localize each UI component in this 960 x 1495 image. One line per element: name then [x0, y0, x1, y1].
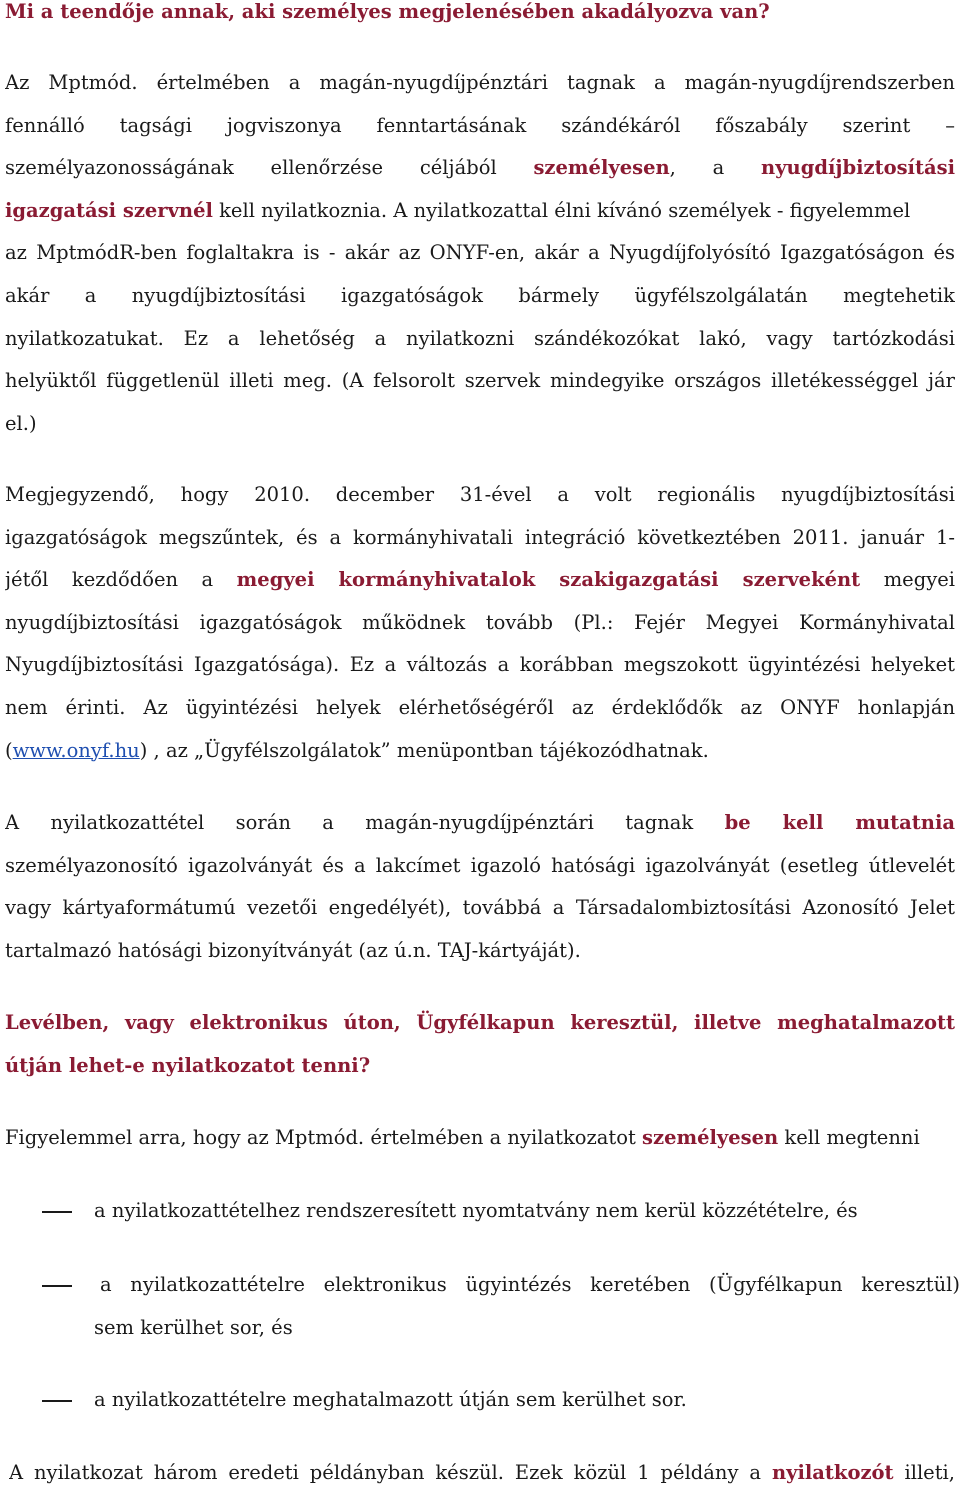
paragraph-1: [5, 62, 955, 445]
p2-text: (: [5, 738, 13, 762]
p2-line-5: Nyugdíjbiztosítási Igazgatósága). Ez a változás a korábban megszokott ügyintézési helyeket: [5, 653, 955, 677]
section-heading-2: [5, 1002, 955, 1087]
heading2-line-1: Levélben, vagy elektronikus úton, Ügyfélkapun keresztül, illetve meghatalmazott: [5, 1011, 955, 1034]
p2-line-6: nem érinti. Az ügyintézési helyek elérhetőségéről az érdeklődők az ONYF honlapján: [5, 695, 955, 719]
heading2-line-2: útján lehet-e nyilatkozatot tenni?: [5, 1053, 371, 1077]
p1-line-1: Az Mptmód. értelmében a magán-nyugdíjpénztári tagnak a magán-nyugdíjrendszerben: [5, 71, 955, 94]
p4-text: kell megtenni: [778, 1126, 920, 1149]
p2-line-3: [5, 559, 955, 602]
bullet-2-line-2: sem kerülhet sor, és: [94, 1315, 293, 1339]
section-title: [5, 0, 955, 34]
bullet-1-line: a nyilatkozattételhez rendszeresített nyomtatvány nem kerül közzétételre, és: [94, 1199, 858, 1222]
p4-text: Figyelemmel arra, hogy az Mptmód. értelmében a nyilatkozatot: [5, 1126, 643, 1149]
p1-line-6: akár a nyugdíjbiztosítási igazgatóságok bármely ügyfélszolgálatán megtehetik: [5, 283, 955, 307]
highlight-megyei-kormanyhivatalok: megyei kormányhivatalok szakigazgatási szerveként: [236, 568, 861, 592]
p3-line-2: személyazonosító igazolványát és a lakcímet igazoló hatósági igazolványát (esetleg útlevelét: [5, 853, 955, 877]
dash-bullet-icon: [42, 1285, 72, 1287]
bullet-text: [94, 1379, 960, 1422]
highlight-szemelyesen: személyesen: [533, 156, 670, 180]
p3-line-4: tartalmazó hatósági bizonyítványát (az ú.n. TAJ-kártyáját).: [5, 938, 581, 962]
p2-text: ) , az „Ügyfélszolgálatok” menüpontban tájékozódhatnak.: [139, 738, 709, 762]
paragraph-2: [5, 474, 955, 772]
p3-line-1: [5, 802, 955, 845]
p1-line-5: az MptmódR-ben foglaltakra is - akár az ONYF-en, akár a Nyugdíjfolyósító Igazgatóságon és: [5, 241, 955, 265]
highlight-be-kell-mutatnia: be kell mutatnia: [724, 811, 955, 834]
p3-text: A nyilatkozattétel során a magán-nyugdíjpénztári tagnak: [5, 811, 694, 834]
p1-line-7: nyilatkozatukat. Ez a lehetőség a nyilatkozni szándékozókat lakó, vagy tartózkodási: [5, 326, 955, 350]
highlight-szemelyesen-2: személyesen: [642, 1126, 779, 1149]
bullet-text: [94, 1190, 960, 1233]
paragraph-3: [5, 802, 955, 972]
p2-line-4: nyugdíjbiztosítási igazgatóságok működnek tovább (Pl.: Fejér Megyei Kormányhivatal: [5, 610, 955, 634]
p2-text: megyei: [883, 568, 955, 592]
p2-line-7: [5, 730, 955, 773]
highlight-igazgatasi-szervnel: igazgatási szervnél: [5, 198, 213, 222]
paragraph-5: [9, 1452, 955, 1495]
p5-line-1: [9, 1452, 955, 1495]
paragraph-4: [5, 1117, 955, 1160]
p4-line-1: [5, 1117, 955, 1160]
onyf-link[interactable]: www.onyf.hu: [12, 738, 140, 762]
dash-bullet-icon: [42, 1211, 72, 1213]
p1-text: kell nyilatkoznia. A nyilatkozattal élni kívánó személyek - figyelemmel: [212, 198, 911, 222]
p1-line-2: fennálló tagsági jogviszonya fenntartásának szándékáról főszabály szerint –: [5, 113, 955, 137]
p2-line-2: igazgatóságok megszűntek, és a kormányhivatali integráció következtében 2011. január 1-: [5, 525, 955, 549]
p5-text: A nyilatkozat három eredeti példányban készül. Ezek közül 1 példány a: [9, 1461, 762, 1484]
p1-line-3: [5, 147, 955, 190]
dash-bullet-icon: [42, 1400, 72, 1402]
highlight-nyilatkozot: nyilatkozót: [771, 1461, 894, 1484]
p1-line-4: [5, 190, 955, 233]
highlight-nyugdijbiztositasi: nyugdíjbiztosítási: [761, 156, 955, 180]
p2-line-1: Megjegyzendő, hogy 2010. december 31-ével a volt regionális nyugdíjbiztosítási: [5, 483, 955, 506]
page-title: Mi a teendője annak, aki személyes megjelenésében akadályozva van?: [5, 0, 770, 23]
p1-text: , a: [669, 156, 725, 180]
p1-text: személyazonosságának ellenőrzése céljából: [5, 156, 497, 180]
p2-text: jétől kezdődően a: [5, 568, 214, 592]
p5-text: illeti,: [904, 1461, 955, 1484]
p1-line-8: helyüktől függetlenül illeti meg. (A felsorolt szervek mindegyike országos illetékességgel jár: [5, 369, 955, 393]
bullet-3-line: a nyilatkozattételre meghatalmazott útján sem kerülhet sor.: [94, 1388, 687, 1411]
bullet-text: [94, 1264, 960, 1349]
bullet-2-line-1: a nyilatkozattételre elektronikus ügyintézés keretében (Ügyfélkapun keresztül): [100, 1273, 960, 1296]
p1-line-9: el.): [5, 411, 37, 435]
p3-line-3: vagy kártyaformátumú vezetői engedélyét), továbbá a Társadalombiztosítási Azonosító Jelet: [5, 896, 955, 920]
